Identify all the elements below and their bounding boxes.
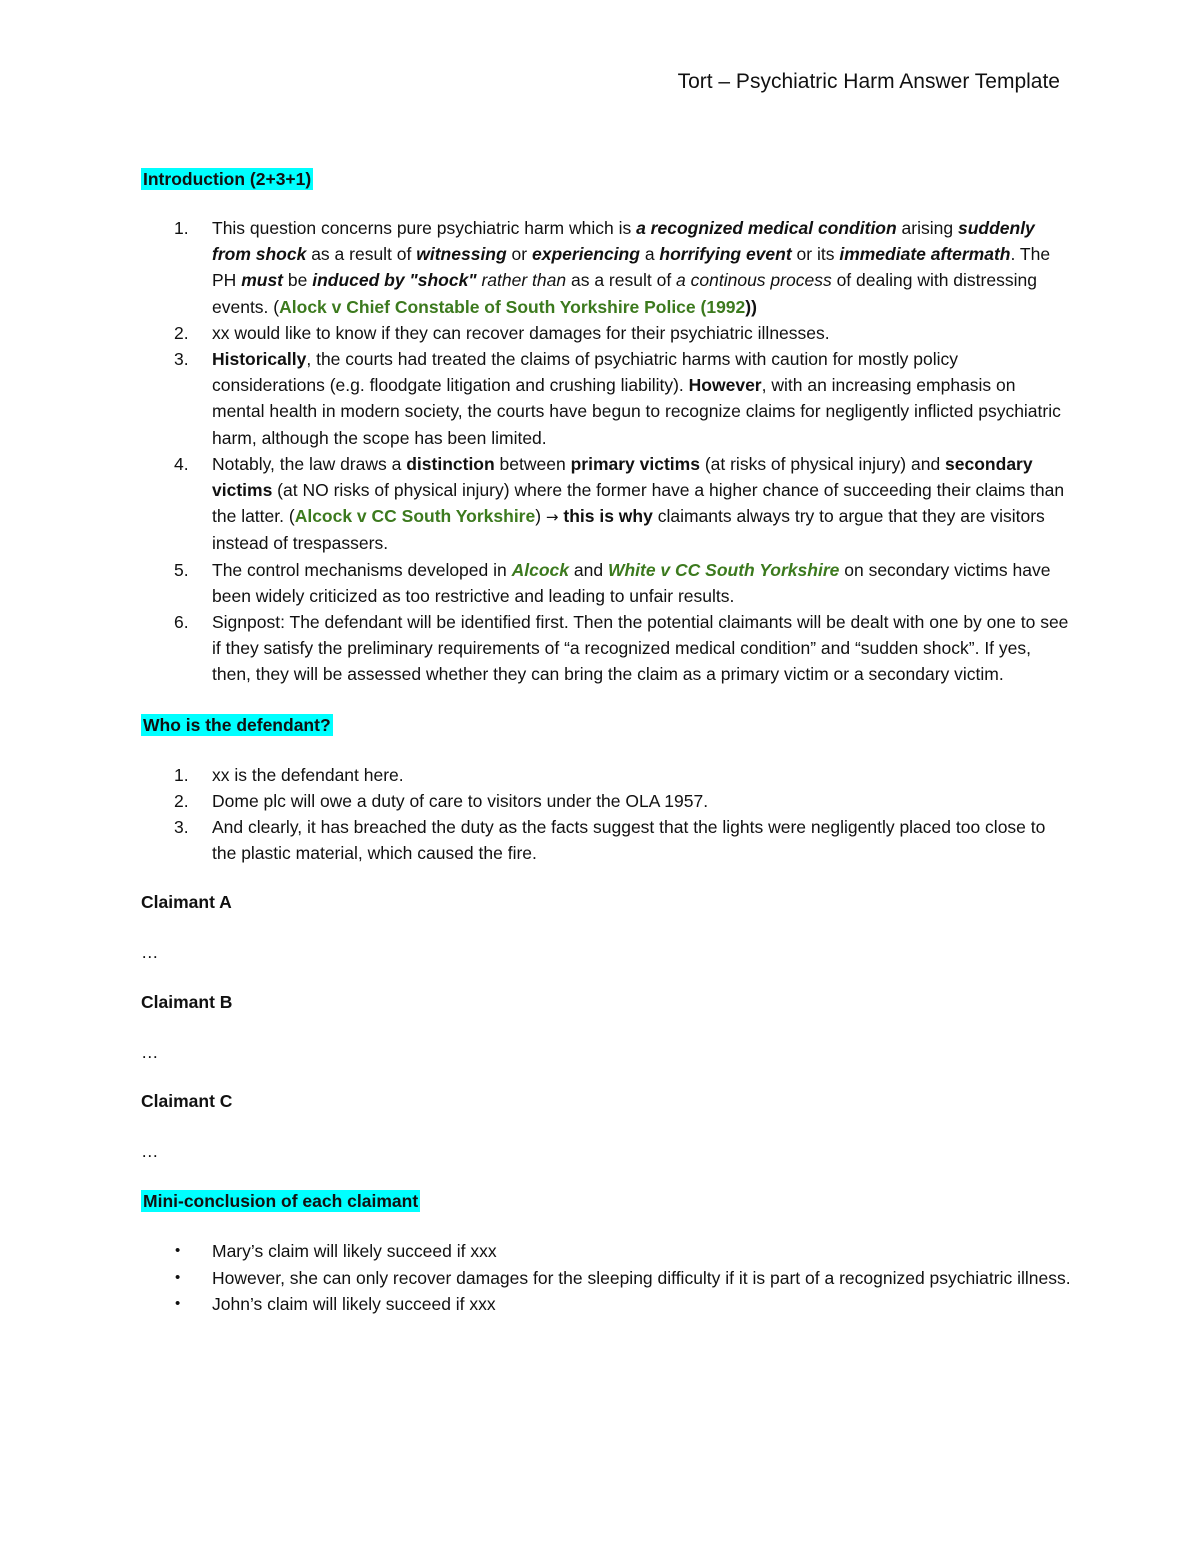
text-run: The control mechanisms developed in	[212, 559, 512, 580]
case-citation: Alock v Chief Constable of South Yorkshire Police (1992	[279, 296, 746, 317]
conclusion-heading	[141, 1188, 1071, 1215]
intro-item-2	[141, 320, 1071, 346]
list-item-text: However, she can only recover damages for the sleeping difficulty if it is part of a recognized psychiatric illness.	[212, 1267, 1071, 1288]
text-run: rather than	[481, 270, 567, 291]
list-number: 3.	[174, 349, 189, 370]
text-run: . The PH	[212, 244, 1051, 291]
list-item-text: John’s claim will likely succeed if xxx	[212, 1293, 496, 1314]
list-item-text: xx is the defendant here.	[212, 764, 404, 785]
defendant-item-2	[141, 788, 1071, 814]
text-run: (at NO risks of physical injury) where the former have a higher chance of succeeding their claims than the latter. (	[212, 480, 1065, 527]
text-run: Signpost: The defendant will be identified first. Then the potential claimants will be dealt with one by one to see if they satisfy the preliminary requirements of “a recognized medical condition” and “sudden shock”. If yes, then, they will be assessed whether they can bring the claim as a primary victim or a secondary victim.	[212, 612, 1069, 685]
text-run: However	[688, 375, 762, 396]
case-citation: White v CC South Yorkshire	[607, 559, 840, 580]
text-run: distinction	[406, 453, 495, 474]
text-run: of dealing with distressing events. (	[212, 270, 1037, 317]
text-run: )	[535, 506, 546, 527]
intro-heading	[141, 166, 1071, 193]
text-run: experiencing	[531, 244, 640, 265]
text-run: This question concerns pure psychiatric harm which is	[212, 218, 637, 238]
defendant-heading-text: Who is the defendant?	[143, 714, 331, 735]
text-run: horrifying event	[659, 244, 792, 265]
claimant-c-body: …	[141, 1141, 159, 1162]
conclusion-heading-text: Mini-conclusion of each claimant	[143, 1191, 419, 1212]
list-number: 4.	[174, 453, 189, 474]
text-run: arising	[896, 218, 958, 238]
text-run: on secondary victims have been widely criticized as too restrictive and leading to unfair results.	[212, 559, 1051, 606]
text-run: primary victims	[570, 453, 700, 474]
bullet-icon: •	[175, 1268, 181, 1286]
text-run: as a result of	[306, 244, 417, 265]
text-run: a continous process	[676, 270, 832, 291]
text-run: secondary victims	[212, 453, 1033, 501]
text-run: Notably, the law draws a	[212, 453, 407, 474]
text-run: xx would like to know if they can recover damages for their psychiatric illnesses.	[212, 322, 830, 343]
text-run: or its	[791, 244, 840, 265]
text-run: , with an increasing emphasis on mental health in modern society, the courts have begun to recognize claims for negligently inflicted psychiatric harm, although the scope has been limited.	[212, 375, 1061, 448]
text-run: claimants always try to argue that they are visitors instead of trespassers.	[212, 506, 1045, 554]
intro-item-3	[141, 346, 1071, 451]
intro-item-6	[141, 609, 1071, 688]
bullet-icon: •	[175, 1242, 181, 1260]
text-run: witnessing	[416, 244, 507, 265]
text-run: as a result of	[566, 270, 677, 291]
defendant-item-3	[141, 814, 1071, 866]
list-number: 2.	[174, 322, 189, 343]
text-run: between	[494, 453, 571, 474]
case-citation: Alcock v CC South Yorkshire	[294, 506, 536, 527]
list-item-text: Dome plc will owe a duty of care to visitors under the OLA 1957.	[212, 790, 709, 811]
claimant-a-title: Claimant A	[141, 892, 232, 913]
defendant-heading	[141, 712, 1071, 739]
intro-heading-text: Introduction (2+3+1)	[143, 169, 312, 189]
intro-list	[141, 215, 1071, 688]
list-number: 5.	[174, 559, 189, 580]
list-number: 6.	[174, 612, 189, 633]
list-number: 1.	[174, 218, 189, 238]
claimant-b-title: Claimant B	[141, 992, 233, 1013]
text-run: a	[639, 244, 660, 265]
list-number: 1.	[174, 764, 189, 785]
text-run: Historically	[212, 349, 307, 370]
document-body	[141, 166, 1071, 1317]
conclusion-list	[141, 1238, 1071, 1317]
claimant-c-title: Claimant C	[141, 1091, 233, 1112]
intro-item-1: 1. This question concerns pure psychiatric harm which is a recognized medical condition arising suddenly from shock as a result of witnessing or experiencing a horrifying event or its immediate aftermath. The PH must be induced by "shock" rather than as a result of a continous process of dealing with distressing events. (Alock v Chief Constable of South Yorkshire Police (1992))	[141, 215, 1071, 320]
text-run: )	[745, 296, 752, 317]
intro-item-5	[141, 557, 1071, 609]
text-run: , the courts had treated the claims of psychiatric harms with caution for mostly policy considerations (e.g. floodgate litigation and crushing liability).	[212, 349, 959, 396]
text-run: suddenly from shock	[212, 218, 1035, 265]
text-run: a recognized medical condition	[636, 218, 897, 238]
defendant-list	[141, 762, 1071, 867]
text-run: or	[506, 244, 532, 265]
bullet-icon: •	[175, 1294, 181, 1312]
intro-item-4	[141, 451, 1071, 557]
page-header-title: Tort – Psychiatric Harm Answer Template	[677, 70, 1060, 93]
text-run: immediate aftermath	[839, 244, 1011, 265]
text-run: (at risks of physical injury) and	[699, 453, 946, 474]
text-run: and	[569, 559, 608, 580]
list-number: 2.	[174, 790, 189, 811]
text-run: must	[241, 270, 283, 291]
list-item-text: Mary’s claim will likely succeed if xxx	[212, 1241, 497, 1262]
conclusion-item-2	[141, 1265, 1071, 1291]
claimant-a-body: …	[141, 942, 159, 963]
list-number: 3.	[174, 817, 189, 838]
case-citation: Alcock	[511, 559, 569, 580]
text-run: be	[283, 270, 313, 291]
list-item-text: And clearly, it has breached the duty as the facts suggest that the lights were negligently placed too close to the plastic material, which caused the fire.	[212, 817, 1046, 864]
defendant-item-1	[141, 762, 1071, 788]
arrow-icon: →	[545, 508, 559, 527]
text-run: induced by "shock"	[312, 270, 477, 291]
conclusion-item-1	[141, 1238, 1071, 1264]
text-run: this is why	[563, 506, 653, 527]
conclusion-item-3	[141, 1291, 1071, 1317]
claimant-b-body: …	[141, 1042, 159, 1063]
